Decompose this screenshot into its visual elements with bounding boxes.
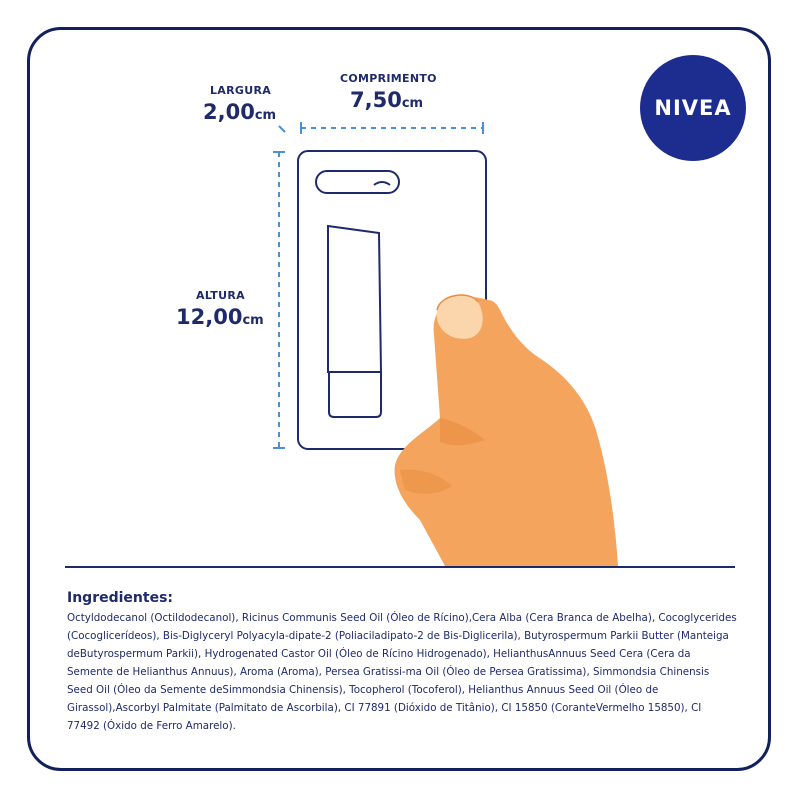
width-unit: cm: [254, 108, 277, 123]
length-unit: cm: [401, 96, 424, 111]
height-label: ALTURA: [196, 289, 245, 302]
lip-balm-stick: [328, 226, 381, 417]
width-number: 2,00: [203, 100, 255, 124]
height-number: 12,00: [176, 305, 243, 329]
width-tick: [279, 126, 285, 132]
length-number: 7,50: [350, 88, 402, 112]
width-label: LARGURA: [210, 84, 272, 97]
ingredients-title: Ingredientes:: [67, 590, 173, 606]
height-unit: cm: [242, 313, 264, 328]
length-label: COMPRIMENTO: [340, 72, 437, 85]
ingredients-text: Octyldodecanol (Octildodecanol), Ricinus Communis Seed Oil (Óleo de Rícino),Cera Alba (Cera Branca de Abelha), Cocoglycerides (Cocoglicerídeos), Bis-Diglyceryl Polyacyla-dipate-2 (Poliaciladipato-2 de Bis-Diglicerila), Butyrospermum Parkii Butter (Manteiga deButyrospermum Parkii), Hydrogenated Castor Oil (Óleo de Rícino Hidrogenado), HelianthusAnnuus Seed Cera (Cera da Semente de Helianthus Annuus), Aroma (Aroma), Persea Gratissi-ma Oil (Óleo de Persea Gratissima), Simmondsia Chinensis Seed Oil (Óleo da Semente deSimmondsia Chinensis), Tocopherol (Tocoferol), Helianthus Annuus Seed Oil (Óleo de Girassol),Ascorbyl Palmitate (Palmitato de Ascorbila), CI 77891 (Dióxido de Titânio), CI 15850 (CoranteVermelho 15850), CI 77492 (Óxido de Ferro Amarelo).: [67, 612, 737, 732]
logo-text: NIVEA: [654, 96, 732, 120]
section-divider: [65, 566, 735, 568]
